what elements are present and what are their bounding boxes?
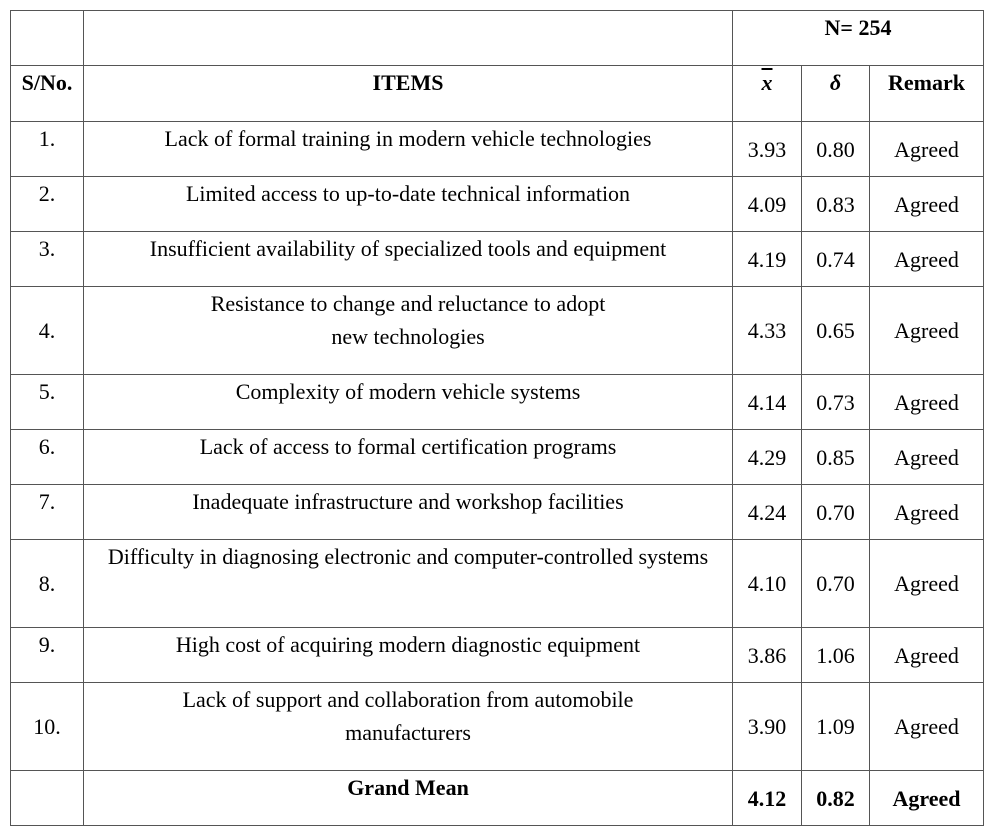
survey-results-table: [10, 10, 984, 826]
row-mean: 4.24: [733, 485, 802, 540]
grand-mean-value: 4.12: [733, 771, 802, 826]
row-mean: 4.29: [733, 430, 802, 485]
grand-mean-label: Grand Mean: [84, 771, 733, 826]
row-number: 4.: [11, 287, 84, 375]
table-row: [11, 122, 984, 177]
row-remark: Agreed: [870, 485, 984, 540]
table-row: [11, 375, 984, 430]
row-mean: 3.86: [733, 628, 802, 683]
row-item: High cost of acquiring modern diagnostic equipment: [84, 628, 733, 683]
row-sd: 1.09: [802, 683, 870, 771]
row-item: Complexity of modern vehicle systems: [84, 375, 733, 430]
mean-header: [733, 66, 802, 122]
table-row: [11, 430, 984, 485]
remark-header: Remark: [870, 66, 984, 122]
row-remark: Agreed: [870, 232, 984, 287]
items-header: ITEMS: [84, 66, 733, 122]
row-remark: Agreed: [870, 287, 984, 375]
row-number: 10.: [11, 683, 84, 771]
row-mean: 4.19: [733, 232, 802, 287]
row-mean: 3.93: [733, 122, 802, 177]
row-number: 7.: [11, 485, 84, 540]
empty-header-cell: [84, 11, 733, 66]
row-sd: 0.73: [802, 375, 870, 430]
row-sd: 0.70: [802, 540, 870, 628]
row-remark: Agreed: [870, 430, 984, 485]
row-sd: 0.85: [802, 430, 870, 485]
column-header-row: [11, 66, 984, 122]
row-mean: 4.09: [733, 177, 802, 232]
table-row: [11, 683, 984, 771]
row-number: 3.: [11, 232, 84, 287]
row-remark: Agreed: [870, 540, 984, 628]
row-mean: 4.10: [733, 540, 802, 628]
table-row: [11, 232, 984, 287]
row-number: 8.: [11, 540, 84, 628]
row-remark: Agreed: [870, 683, 984, 771]
row-sd: 0.65: [802, 287, 870, 375]
row-number: 5.: [11, 375, 84, 430]
row-item: Lack of support and collaboration from automobile manufacturers: [84, 683, 733, 771]
table-row: [11, 628, 984, 683]
row-item: Lack of formal training in modern vehicle technologies: [84, 122, 733, 177]
empty-corner-cell: [11, 11, 84, 66]
row-remark: Agreed: [870, 628, 984, 683]
grand-remark: Agreed: [870, 771, 984, 826]
row-remark: Agreed: [870, 375, 984, 430]
table-row: [11, 540, 984, 628]
row-sd: 1.06: [802, 628, 870, 683]
row-sd: 0.83: [802, 177, 870, 232]
row-number: 6.: [11, 430, 84, 485]
row-number: 2.: [11, 177, 84, 232]
table-row: [11, 485, 984, 540]
sample-size-row: [11, 11, 984, 66]
sample-size-label: N= 254: [733, 11, 984, 66]
table-row: [11, 177, 984, 232]
row-mean: 4.33: [733, 287, 802, 375]
row-item: Inadequate infrastructure and workshop facilities: [84, 485, 733, 540]
row-number: 1.: [11, 122, 84, 177]
row-item: Difficulty in diagnosing electronic and computer-controlled systems: [84, 540, 733, 628]
grand-mean-row: [11, 771, 984, 826]
row-item: Lack of access to formal certification programs: [84, 430, 733, 485]
row-item: Insufficient availability of specialized tools and equipment: [84, 232, 733, 287]
row-remark: Agreed: [870, 177, 984, 232]
row-sd: 0.80: [802, 122, 870, 177]
sd-header: δ: [802, 66, 870, 122]
table-row: [11, 287, 984, 375]
row-remark: Agreed: [870, 122, 984, 177]
empty-footer-cell: [11, 771, 84, 826]
row-mean: 4.14: [733, 375, 802, 430]
row-sd: 0.74: [802, 232, 870, 287]
grand-sd-value: 0.82: [802, 771, 870, 826]
row-sd: 0.70: [802, 485, 870, 540]
sno-header: S/No.: [11, 66, 84, 122]
row-item: Limited access to up-to-date technical information: [84, 177, 733, 232]
row-item: Resistance to change and reluctance to adopt new technologies: [84, 287, 733, 375]
mean-symbol: $\overline{x}$: [761, 70, 773, 95]
row-number: 9.: [11, 628, 84, 683]
row-mean: 3.90: [733, 683, 802, 771]
